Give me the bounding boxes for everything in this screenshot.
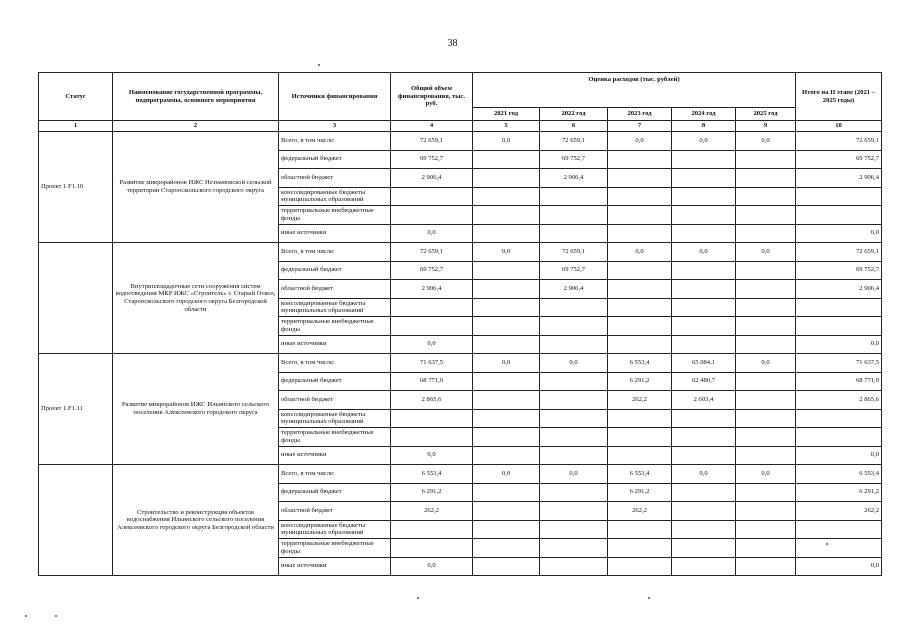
- scan-speck: [55, 615, 57, 617]
- year-value-cell: [540, 317, 608, 336]
- year-value-cell: 0,0: [672, 132, 736, 151]
- stage-total-cell: 72 659,1: [796, 243, 882, 262]
- year-value-cell: [473, 317, 540, 336]
- year-value-cell: [672, 317, 736, 336]
- year-value-cell: 262,2: [608, 391, 672, 410]
- year-value-cell: 6 553,4: [608, 354, 672, 373]
- year-value-cell: [672, 224, 736, 243]
- total-volume-cell: 2 906,4: [391, 280, 473, 299]
- year-value-cell: [736, 317, 796, 336]
- year-value-cell: [672, 187, 736, 206]
- total-volume-cell: 69 752,7: [391, 150, 473, 169]
- year-value-cell: [736, 372, 796, 391]
- stage-total-cell: 6 553,4: [796, 465, 882, 484]
- year-value-cell: [473, 298, 540, 317]
- year-value-cell: [608, 187, 672, 206]
- year-value-cell: [672, 280, 736, 299]
- stage-total-cell: 72 659,1: [796, 132, 882, 151]
- status-cell: [39, 465, 113, 576]
- total-volume-cell: 0,0: [391, 224, 473, 243]
- year-value-cell: [540, 428, 608, 447]
- stage-total-cell: [796, 428, 882, 447]
- year-value-cell: [473, 428, 540, 447]
- year-value-cell: [672, 206, 736, 225]
- year-value-cell: [672, 409, 736, 428]
- year-value-cell: [736, 335, 796, 354]
- year-value-cell: [736, 206, 796, 225]
- funding-source-cell: территориальные внебюджетные фонды: [279, 539, 391, 558]
- column-number: 1: [39, 121, 113, 132]
- stage-total-cell: 69 752,7: [796, 150, 882, 169]
- year-value-cell: [473, 206, 540, 225]
- year-value-cell: [473, 502, 540, 521]
- year-value-cell: [736, 261, 796, 280]
- total-volume-cell: [391, 206, 473, 225]
- header-volume: Общий объем финансирования, тыс. руб.: [391, 73, 473, 121]
- stage-total-cell: [796, 520, 882, 539]
- year-value-cell: 0,0: [473, 243, 540, 262]
- year-value-cell: [473, 280, 540, 299]
- year-value-cell: [736, 224, 796, 243]
- program-name-cell: Развитие микрорайонов ИЖС Ильинского сельского поселения Алексеевского городского округа: [113, 354, 279, 465]
- year-value-cell: [608, 169, 672, 188]
- funding-source-cell: территориальные внебюджетные фонды: [279, 428, 391, 447]
- year-value-cell: 2 906,4: [540, 280, 608, 299]
- year-value-cell: [608, 298, 672, 317]
- year-value-cell: [736, 428, 796, 447]
- year-value-cell: [608, 335, 672, 354]
- year-value-cell: [736, 446, 796, 465]
- column-number: 8: [672, 121, 736, 132]
- year-value-cell: [608, 539, 672, 558]
- year-value-cell: 72 659,1: [540, 243, 608, 262]
- table-row: [39, 132, 882, 151]
- header-year: 2023 год: [608, 108, 672, 121]
- header-total: Итого на II этапе (2021 – 2025 годы): [796, 73, 882, 121]
- stage-total-cell: 71 637,5: [796, 354, 882, 373]
- year-value-cell: [540, 502, 608, 521]
- funding-source-cell: Всего, в том числе:: [279, 243, 391, 262]
- year-value-cell: [540, 391, 608, 410]
- year-value-cell: [672, 502, 736, 521]
- header-name: Наименование государственной программы, подпрограммы, основного мероприятия: [113, 73, 279, 121]
- total-volume-cell: 69 752,7: [391, 261, 473, 280]
- column-number-row: [39, 121, 882, 132]
- stage-total-cell: 6 291,2: [796, 483, 882, 502]
- year-value-cell: [608, 557, 672, 576]
- stage-total-cell: [796, 539, 882, 558]
- total-volume-cell: [391, 428, 473, 447]
- year-value-cell: [672, 150, 736, 169]
- year-value-cell: [672, 298, 736, 317]
- year-value-cell: [473, 224, 540, 243]
- year-value-cell: [540, 298, 608, 317]
- year-value-cell: [540, 224, 608, 243]
- header-sources: Источники финансирования: [279, 73, 391, 121]
- year-value-cell: [736, 150, 796, 169]
- year-value-cell: [736, 298, 796, 317]
- year-value-cell: [736, 280, 796, 299]
- funding-source-cell: консолидированные бюджеты муниципальных образований: [279, 187, 391, 206]
- year-value-cell: [608, 409, 672, 428]
- page-number: 38: [447, 38, 458, 49]
- year-value-cell: [672, 428, 736, 447]
- stage-total-cell: [796, 409, 882, 428]
- column-number: 3: [279, 121, 391, 132]
- total-volume-cell: 6 553,4: [391, 465, 473, 484]
- year-value-cell: 65 084,1: [672, 354, 736, 373]
- header-estimate: Оценка расходов (тыс. рублей): [473, 73, 796, 108]
- year-value-cell: [672, 557, 736, 576]
- stage-total-cell: 0,0: [796, 335, 882, 354]
- year-value-cell: [473, 391, 540, 410]
- table-body: [39, 132, 882, 576]
- funding-source-cell: Всего, в том числе:: [279, 354, 391, 373]
- table-row: [39, 354, 882, 373]
- year-value-cell: 69 752,7: [540, 150, 608, 169]
- year-value-cell: 0,0: [473, 132, 540, 151]
- year-value-cell: 0,0: [736, 354, 796, 373]
- year-value-cell: 6 291,2: [608, 483, 672, 502]
- stage-total-cell: [796, 187, 882, 206]
- stage-total-cell: [796, 317, 882, 336]
- year-value-cell: 0,0: [473, 354, 540, 373]
- year-value-cell: [736, 391, 796, 410]
- total-volume-cell: 71 637,5: [391, 354, 473, 373]
- header-year: 2022 год: [540, 108, 608, 121]
- stage-total-cell: 2 906,4: [796, 280, 882, 299]
- scan-speck: [25, 615, 27, 617]
- funding-source-cell: федеральный бюджет: [279, 372, 391, 391]
- funding-source-cell: федеральный бюджет: [279, 150, 391, 169]
- total-volume-cell: 0,0: [391, 335, 473, 354]
- total-volume-cell: [391, 317, 473, 336]
- year-value-cell: [473, 520, 540, 539]
- scan-speck: [826, 543, 828, 545]
- year-value-cell: [608, 446, 672, 465]
- total-volume-cell: [391, 298, 473, 317]
- year-value-cell: [736, 169, 796, 188]
- year-value-cell: [736, 557, 796, 576]
- funding-source-cell: Всего, в том числе:: [279, 132, 391, 151]
- column-number: 10: [796, 121, 882, 132]
- stage-total-cell: 0,0: [796, 446, 882, 465]
- year-value-cell: 72 659,1: [540, 132, 608, 151]
- year-value-cell: [473, 446, 540, 465]
- funding-source-cell: иные источники: [279, 446, 391, 465]
- year-value-cell: [736, 502, 796, 521]
- year-value-cell: [473, 483, 540, 502]
- header-row: [39, 73, 882, 108]
- column-number: 6: [540, 121, 608, 132]
- status-cell: [39, 243, 113, 354]
- total-volume-cell: 72 659,1: [391, 132, 473, 151]
- year-value-cell: 0,0: [672, 243, 736, 262]
- scan-speck: [417, 597, 419, 599]
- total-volume-cell: [391, 520, 473, 539]
- year-value-cell: [672, 169, 736, 188]
- year-value-cell: [608, 224, 672, 243]
- year-value-cell: [672, 483, 736, 502]
- year-value-cell: [540, 187, 608, 206]
- stage-total-cell: 0,0: [796, 224, 882, 243]
- status-cell: Проект 1.F1.11: [39, 354, 113, 465]
- year-value-cell: 0,0: [608, 243, 672, 262]
- funding-source-cell: федеральный бюджет: [279, 483, 391, 502]
- stage-total-cell: 2 865,6: [796, 391, 882, 410]
- year-value-cell: [540, 409, 608, 428]
- year-value-cell: [608, 317, 672, 336]
- year-value-cell: [540, 335, 608, 354]
- year-value-cell: [473, 335, 540, 354]
- stage-total-cell: 68 771,9: [796, 372, 882, 391]
- year-value-cell: 0,0: [736, 465, 796, 484]
- funding-source-cell: областной бюджет: [279, 169, 391, 188]
- funding-source-cell: консолидированные бюджеты муниципальных образований: [279, 520, 391, 539]
- year-value-cell: 0,0: [736, 132, 796, 151]
- year-value-cell: 0,0: [672, 465, 736, 484]
- stage-total-cell: [796, 298, 882, 317]
- scan-speck: [318, 64, 320, 66]
- stage-total-cell: 0,0: [796, 557, 882, 576]
- year-value-cell: [540, 446, 608, 465]
- funding-source-cell: территориальные внебюджетные фонды: [279, 317, 391, 336]
- year-value-cell: [736, 520, 796, 539]
- total-volume-cell: [391, 539, 473, 558]
- budget-table: [38, 72, 882, 576]
- program-name-cell: Строительство и реконструкция объектов водоснабжения Ильинского сельского поселения Алексеевского городского округа Белгородской области: [113, 465, 279, 576]
- funding-source-cell: Всего, в том числе:: [279, 465, 391, 484]
- year-value-cell: 262,2: [608, 502, 672, 521]
- stage-total-cell: 2 906,4: [796, 169, 882, 188]
- column-number: 4: [391, 121, 473, 132]
- year-value-cell: [608, 428, 672, 447]
- table-row: [39, 243, 882, 262]
- year-value-cell: [736, 539, 796, 558]
- year-value-cell: [736, 409, 796, 428]
- header-year: 2021 год: [473, 108, 540, 121]
- year-value-cell: [473, 150, 540, 169]
- total-volume-cell: [391, 187, 473, 206]
- year-value-cell: 6 291,2: [608, 372, 672, 391]
- year-value-cell: [540, 372, 608, 391]
- stage-total-cell: 69 752,7: [796, 261, 882, 280]
- year-value-cell: [473, 261, 540, 280]
- year-value-cell: 6 553,4: [608, 465, 672, 484]
- year-value-cell: 0,0: [608, 132, 672, 151]
- year-value-cell: [608, 150, 672, 169]
- funding-source-cell: областной бюджет: [279, 391, 391, 410]
- year-value-cell: 0,0: [473, 465, 540, 484]
- year-value-cell: 2 603,4: [672, 391, 736, 410]
- column-number: 7: [608, 121, 672, 132]
- year-value-cell: 0,0: [540, 354, 608, 373]
- year-value-cell: 0,0: [736, 243, 796, 262]
- funding-source-cell: консолидированные бюджеты муниципальных образований: [279, 409, 391, 428]
- funding-source-cell: федеральный бюджет: [279, 261, 391, 280]
- year-value-cell: [473, 409, 540, 428]
- table-row: [39, 465, 882, 484]
- status-cell: Проект 1.F1.10: [39, 132, 113, 243]
- total-volume-cell: 6 291,2: [391, 483, 473, 502]
- year-value-cell: [608, 261, 672, 280]
- year-value-cell: [473, 557, 540, 576]
- funding-source-cell: иные источники: [279, 335, 391, 354]
- year-value-cell: [672, 520, 736, 539]
- funding-source-cell: иные источники: [279, 557, 391, 576]
- year-value-cell: [672, 335, 736, 354]
- year-value-cell: [473, 187, 540, 206]
- header-year: 2025 год: [736, 108, 796, 121]
- scan-speck: [648, 597, 650, 599]
- year-value-cell: 2 906,4: [540, 169, 608, 188]
- header-year: 2024 год: [672, 108, 736, 121]
- year-value-cell: 0,0: [540, 465, 608, 484]
- header-status: Статус: [39, 73, 113, 121]
- year-value-cell: [672, 539, 736, 558]
- total-volume-cell: 2 865,6: [391, 391, 473, 410]
- total-volume-cell: 2 906,4: [391, 169, 473, 188]
- year-value-cell: [608, 206, 672, 225]
- total-volume-cell: [391, 409, 473, 428]
- total-volume-cell: 68 771,9: [391, 372, 473, 391]
- year-value-cell: [540, 539, 608, 558]
- year-value-cell: 62 480,7: [672, 372, 736, 391]
- total-volume-cell: 0,0: [391, 557, 473, 576]
- year-value-cell: [736, 187, 796, 206]
- total-volume-cell: 262,2: [391, 502, 473, 521]
- year-value-cell: 69 752,7: [540, 261, 608, 280]
- stage-total-cell: 262,2: [796, 502, 882, 521]
- funding-source-cell: территориальные внебюджетные фонды: [279, 206, 391, 225]
- year-value-cell: [473, 169, 540, 188]
- funding-source-cell: консолидированные бюджеты муниципальных образований: [279, 298, 391, 317]
- year-value-cell: [540, 206, 608, 225]
- program-name-cell: Развитие микрорайонов ИЖС Незнамовской сельской территории Старооскольского городского округа: [113, 132, 279, 243]
- year-value-cell: [608, 520, 672, 539]
- funding-source-cell: областной бюджет: [279, 280, 391, 299]
- program-name-cell: Внутриплощадочные сети сооружения систем водоотведения МКР ИЖС «Строитель» г. Старый Оскол, Старооскольского городского округа Белгородской области: [113, 243, 279, 354]
- total-volume-cell: 72 659,1: [391, 243, 473, 262]
- total-volume-cell: 0,0: [391, 446, 473, 465]
- column-number: 5: [473, 121, 540, 132]
- stage-total-cell: [796, 206, 882, 225]
- funding-source-cell: иные источники: [279, 224, 391, 243]
- year-value-cell: [736, 483, 796, 502]
- year-value-cell: [540, 483, 608, 502]
- funding-source-cell: областной бюджет: [279, 502, 391, 521]
- year-value-cell: [672, 261, 736, 280]
- year-value-cell: [672, 446, 736, 465]
- year-value-cell: [540, 557, 608, 576]
- year-value-cell: [608, 280, 672, 299]
- year-value-cell: [540, 520, 608, 539]
- year-value-cell: [473, 372, 540, 391]
- column-number: 9: [736, 121, 796, 132]
- year-value-cell: [473, 539, 540, 558]
- column-number: 2: [113, 121, 279, 132]
